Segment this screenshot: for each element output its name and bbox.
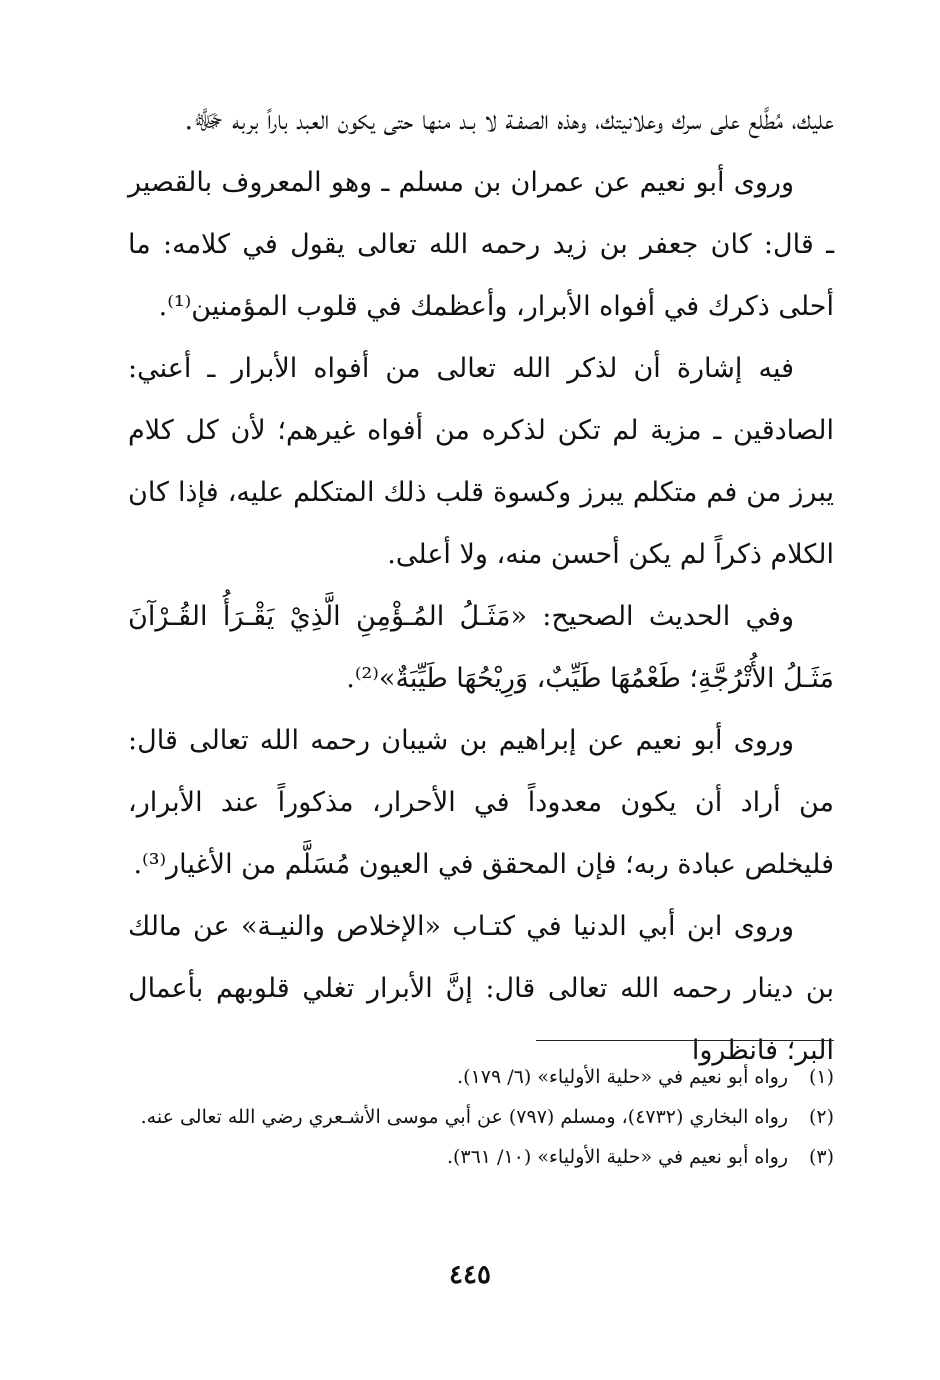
footnote-text: رواه أبو نعيم في «حلية الأولياء» (٦/ ١٧٩). [457, 1066, 788, 1088]
footnote-1 [128, 1058, 834, 1096]
footnote-3 [128, 1138, 834, 1176]
footnotes [128, 1058, 834, 1178]
paragraph-6: وروى ابن أبي الدنيا في كتـاب «الإخلاص والنيـة» عن مالك بن دينار رحمه الله تعالى قال: إنَّ الأبرار تغلي قلوبهم بأعمال البر؛ فانظروا [128, 911, 834, 1066]
footnote-number: (٣) [808, 1146, 834, 1168]
paragraph-1: عليك، مُطَّلع على سرك وعلانيتك، وهذه الصفـة لا بـد منها حتى يكون العبد باراً بربه ﷻ. [184, 105, 834, 136]
footnote-number: (٢) [808, 1106, 834, 1128]
paragraph-2: وروى أبو نعيم عن عمران بن مسلم ـ وهو المعروف بالقصير ـ قال: كان جعفر بن زيد رحمه الله تعالى يقول في كلامه: ما أحلى ذكرك في أفواه الأبرار، وأعظمك في قلوب المؤمنين⁽¹⁾. [128, 167, 834, 322]
footnote-text: رواه البخاري (٤٧٣٢)، ومسلم (٧٩٧) عن أبي موسى الأشـعري رضي الله تعالى عنه. [140, 1106, 788, 1128]
page-number: ٤٤٥ [449, 1260, 491, 1290]
footnote-divider [536, 1040, 834, 1041]
footnote-2 [128, 1098, 834, 1136]
footnote-text: رواه أبو نعيم في «حلية الأولياء» (١٠/ ٣٦١). [446, 1146, 788, 1168]
main-text [128, 90, 834, 1082]
paragraph-4-hadith: وفي الحديث الصحيح: «مَثَـلُ المُـؤْمِنِ الَّذِيْ يَقْـرَأُ القُـرْآنَ مَثَـلُ الأُتْرُجَّةِ؛ طَعْمُهَا طَيِّبٌ، وَرِيْحُهَا طَيِّبَةٌ»⁽²⁾. [128, 601, 834, 694]
footnote-number: (١) [808, 1066, 834, 1088]
paragraph-3: فيه إشارة أن لذكر الله تعالى من أفواه الأبرار ـ أعني: الصادقين ـ مزية لم تكن لذكره من أفواه غيرهم؛ لأن كل كلام يبرز من فم متكلم يبرز وكسوة قلب ذلك المتكلم عليه، فإذا كان الكلام ذكراً لم يكن أحسن منه، ولا أعلى. [128, 353, 834, 570]
paragraph-5: وروى أبو نعيم عن إبراهيم بن شيبان رحمه الله تعالى قال: من أراد أن يكون معدوداً في الأحرار، مذكوراً عند الأبرار، فليخلص عبادة ربه؛ فإن المحقق في العيون مُسَلَّم من الأغيار⁽³⁾. [128, 725, 834, 880]
